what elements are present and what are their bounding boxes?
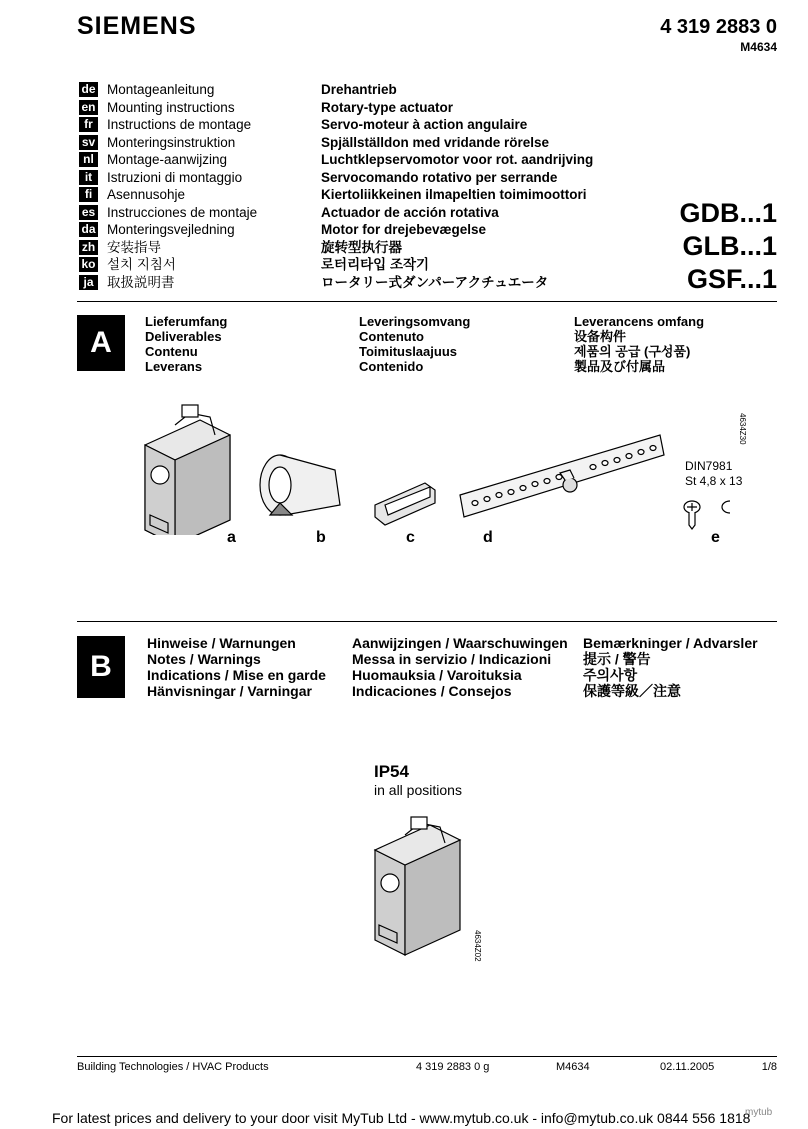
footer-divider xyxy=(77,1056,777,1057)
heading-text: Hinweise / Warnungen xyxy=(147,635,296,651)
mounting-bracket-drawing xyxy=(460,435,664,517)
instruction-label: Instructions de montage xyxy=(107,117,252,132)
heading-text: 设备构件 xyxy=(574,329,627,344)
heading-text: Contenuto xyxy=(359,329,424,344)
language-row xyxy=(79,81,639,99)
language-code-badge: it xyxy=(79,170,98,185)
heading-text: Deliverables xyxy=(145,329,222,344)
language-code-badge: fr xyxy=(79,117,98,132)
heading-text: 提示 / 警告 xyxy=(583,651,651,667)
figure-code-a: 4634Z30 xyxy=(738,413,747,445)
model-glb: GLB...1 xyxy=(682,231,777,261)
product-title: Motor for drejebevægelse xyxy=(321,222,487,237)
heading-text: Aanwijzingen / Waarschuwingen xyxy=(352,635,568,651)
product-title: 로터리타입 조작기 xyxy=(321,257,430,272)
siemens-logo: SIEMENS xyxy=(77,12,197,40)
retailer-banner: For latest prices and delivery to your door visit MyTub Ltd - www.mytub.co.uk - info@mytub.co.uk 0844 556 1818 xyxy=(52,1110,751,1126)
heading-text: Messa in servizio / Indicazioni xyxy=(352,651,552,667)
footer-date: 02.11.2005 xyxy=(660,1061,715,1073)
instruction-label: Asennusohje xyxy=(107,187,186,202)
part-label-a: a xyxy=(227,529,236,546)
heading-text: Indications / Mise en garde xyxy=(147,667,326,683)
language-row xyxy=(79,256,639,274)
part-label-b: b xyxy=(316,529,326,546)
heading-text: Contenu xyxy=(145,344,198,359)
instruction-label: Mounting instructions xyxy=(107,99,235,115)
heading-text: 제품의 공급 (구성품) xyxy=(574,344,691,359)
product-title: ロータリー式ダンパーアクチュエータ xyxy=(321,274,549,290)
section-b-col3 xyxy=(583,635,758,699)
instruction-label: Monteringsvejledning xyxy=(107,222,235,237)
heading-text: Bemærkninger / Advarsler xyxy=(583,635,758,651)
instruction-label: Montageanleitung xyxy=(107,82,215,97)
instruction-label: 安装指导 xyxy=(107,239,161,255)
heading-text: Notes / Warnings xyxy=(147,651,261,667)
heading-text: Lieferumfang xyxy=(145,314,228,329)
screw-spec-size: St 4,8 x 13 xyxy=(685,474,743,488)
heading-text: 保護等級／注意 xyxy=(583,683,681,699)
clip-drawing xyxy=(375,483,435,525)
instruction-label: Istruzioni di montaggio xyxy=(107,169,243,185)
heading-text: Hänvisningar / Varningar xyxy=(147,683,312,699)
heading-text: Leveringsomvang xyxy=(359,314,471,329)
actuator-drawing xyxy=(145,405,230,535)
language-row xyxy=(79,134,639,152)
divider xyxy=(77,301,777,302)
heading-text: Contenido xyxy=(359,359,424,374)
section-b-col1 xyxy=(147,635,326,699)
ip-rating-title: IP54 xyxy=(374,762,409,781)
language-row xyxy=(79,151,639,169)
section-a-col2 xyxy=(359,314,470,374)
document-code: M4634 xyxy=(740,40,777,54)
section-a-col1 xyxy=(145,314,227,374)
divider xyxy=(77,621,777,622)
document-number: 4 319 2883 0 xyxy=(660,16,777,38)
heading-text: Huomauksia / Varoituksia xyxy=(352,667,522,683)
section-b-col2 xyxy=(352,635,568,699)
footer-doc: 4 319 2883 0 g xyxy=(416,1061,490,1073)
figure-code-b: 4634Z02 xyxy=(473,930,482,962)
language-code-badge: zh xyxy=(79,240,98,255)
language-row xyxy=(79,169,639,187)
model-gsf: GSF...1 xyxy=(686,264,777,294)
language-row xyxy=(79,221,639,239)
language-table xyxy=(79,81,639,291)
part-label-e: e xyxy=(711,529,720,546)
product-title: Kiertoliikkeinen ilmapeltien toimimoottori xyxy=(321,187,587,202)
language-code-badge: de xyxy=(79,82,98,97)
language-code-badge: ko xyxy=(79,257,98,272)
product-title: Drehantrieb xyxy=(321,82,397,97)
ip-rating-note: in all positions xyxy=(374,782,462,798)
language-code-badge: da xyxy=(79,222,98,237)
language-row xyxy=(79,186,639,204)
screws-drawing xyxy=(684,501,730,529)
language-code-badge: en xyxy=(79,100,98,115)
part-label-d: d xyxy=(483,529,493,546)
instruction-label: 설치 지침서 xyxy=(107,257,176,272)
footer-code: M4634 xyxy=(556,1061,590,1073)
heading-text: Toimituslaajuus xyxy=(359,344,457,359)
product-title: Spjällställdon med vridande rörelse xyxy=(321,134,550,150)
product-title: Servocomando rotativo per serrande xyxy=(321,169,558,185)
product-title: Luchtklepservomotor voor rot. aandrijving xyxy=(321,152,594,167)
section-b-marker: B xyxy=(77,636,125,698)
language-row xyxy=(79,239,639,257)
language-code-badge: fi xyxy=(79,187,98,202)
deliverables-illustration xyxy=(130,395,733,535)
product-title: Servo-moteur à action angulaire xyxy=(321,117,528,132)
heading-text: 주의사항 xyxy=(583,667,638,683)
heading-text: 製品及び付属品 xyxy=(574,359,666,374)
footer-page: 1/8 xyxy=(761,1061,777,1073)
footer-company: Building Technologies / HVAC Products xyxy=(77,1061,269,1073)
watermark: mytub xyxy=(745,1107,773,1118)
shaft-adapter-drawing xyxy=(260,455,340,515)
screw-spec-din: DIN7981 xyxy=(685,459,733,473)
instruction-label: Monteringsinstruktion xyxy=(107,134,236,150)
product-title: 旋转型执行器 xyxy=(321,239,402,255)
section-a-marker: A xyxy=(77,315,125,371)
language-row xyxy=(79,274,639,292)
language-code-badge: es xyxy=(79,205,98,220)
language-code-badge: sv xyxy=(79,135,98,150)
section-a-col3 xyxy=(574,314,704,374)
product-title: Rotary-type actuator xyxy=(321,99,454,115)
ip54-actuator-illustration xyxy=(365,815,475,970)
heading-text: Indicaciones / Consejos xyxy=(352,683,512,699)
part-label-c: c xyxy=(406,529,415,546)
language-row xyxy=(79,116,639,134)
instruction-label: Instrucciones de montaje xyxy=(107,204,258,220)
language-row xyxy=(79,204,639,222)
heading-text: Leverancens omfang xyxy=(574,314,705,329)
instruction-label: 取扱説明書 xyxy=(107,274,175,290)
language-code-badge: nl xyxy=(79,152,98,167)
instruction-label: Montage-aanwijzing xyxy=(107,152,228,167)
product-title: Actuador de acción rotativa xyxy=(321,204,499,220)
language-code-badge: ja xyxy=(79,275,98,290)
language-row xyxy=(79,99,639,117)
model-gdb: GDB...1 xyxy=(679,198,777,228)
heading-text: Leverans xyxy=(145,359,203,374)
